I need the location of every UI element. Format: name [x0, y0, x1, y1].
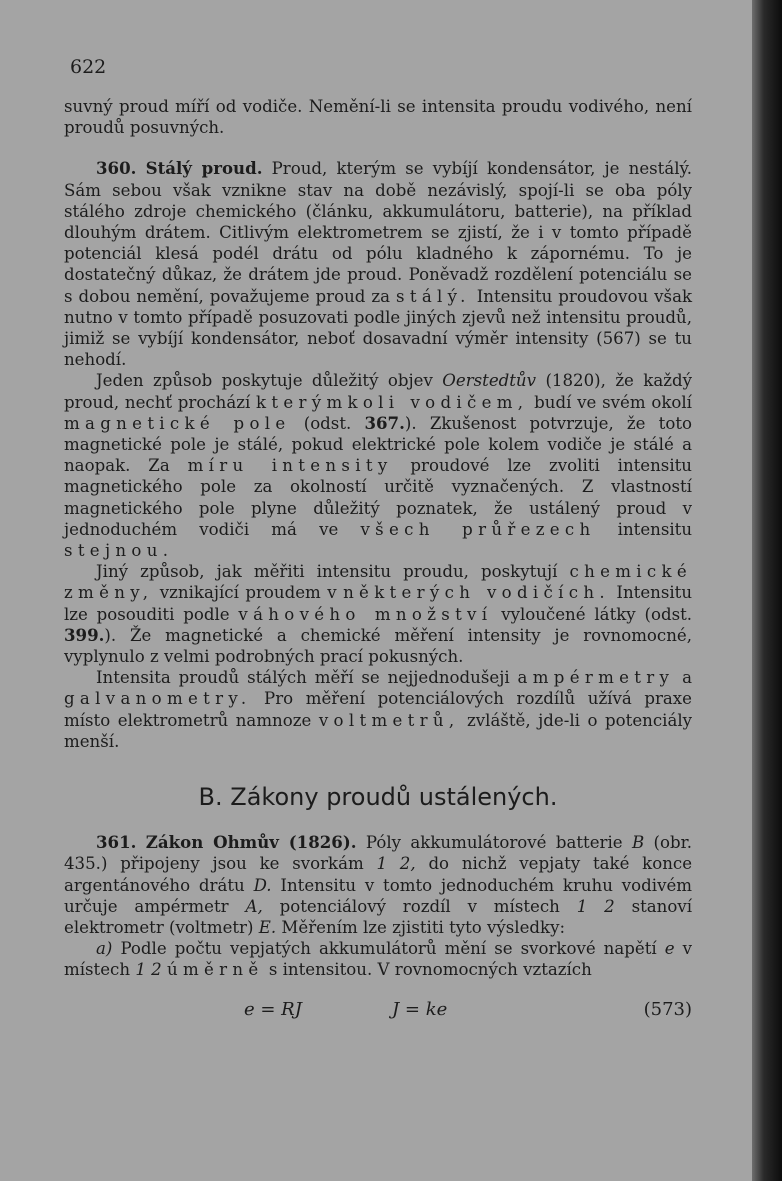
text-run: intensitu [617, 519, 693, 539]
symbol-B: B [631, 833, 645, 853]
formula-e-rj: e = RJ [244, 998, 302, 1020]
paragraph-continuation: suvný proud míří od vodiče. Nemění-li se intensita proudu vodivého, není proudů posuvných. [64, 97, 692, 138]
section-361 [64, 832, 692, 938]
text-run: stanoví elektrometr (voltmetr) [64, 896, 693, 937]
text-run: Pro měření potenciálových rozdílů užívá praxe místo elektrometrů namnoze [64, 689, 692, 730]
symbol-e: e [664, 939, 675, 959]
text-run: Podle počtu vepjatých akkumulátorů mění se svorkové napětí [120, 939, 657, 959]
text-run: Intensitu lze posouditi podle [64, 583, 693, 624]
emphasis-miru: míru intensity [187, 456, 393, 476]
text-run: v místech [64, 939, 693, 980]
text-run: Jiný způsob, jak měřiti intensitu proudu, poskytují [96, 562, 558, 582]
symbol-12: 1 2 [576, 896, 615, 916]
section-361-number: 361. [96, 832, 137, 853]
text-run: Intensita proudů stálých měří se nejjednodušeji [96, 668, 510, 688]
emphasis-nekterych: některých vodičích. [343, 583, 610, 603]
section-361-title: Zákon Ohmův (1826). [145, 832, 357, 853]
section-360 [64, 158, 692, 370]
text-run: (obr. 435.) připojeny jsou ke svorkám [64, 833, 693, 874]
page-text [64, 96, 692, 1020]
text-run: (1820), že každý proud, nechť prochází [64, 371, 692, 412]
paragraph-chemical [64, 561, 692, 667]
emphasis-volt: voltmetrů, [318, 710, 460, 730]
text-run: budí ve svém okolí [534, 392, 692, 412]
text-run: vyloučené látky (odst. [501, 604, 693, 624]
text-run: do nichž vepjaty také konce argentánového drátu [64, 854, 693, 895]
paragraph-a [64, 938, 692, 980]
paragraph-oersted [64, 370, 692, 561]
emphasis-staly: stálý. [396, 286, 471, 306]
formula-573 [64, 999, 692, 1020]
text-run: ). Zkušenost potvrzuje, že toto magnetické pole je stálé, pokud elektrické pole kolem vodiče je stálé a naopak. Za [64, 413, 693, 476]
emphasis-chem: chemické změny, [64, 562, 692, 603]
emphasis-amper: ampérmetry [517, 668, 675, 688]
emphasis-magneticke: magnetické pole [64, 413, 291, 433]
emphasis-stejnou: stejnou. [64, 541, 174, 561]
text-run: proudové lze zvoliti intensitu magnetického pole za okolností určitě vyznačených. Z vlastností magnetického pole plyne důležitý poznatek, že ustálený proud v jednoduchém vodiči má ve [64, 456, 692, 539]
book-spine [752, 0, 782, 1181]
emphasis-umerne: úměrně [166, 960, 264, 980]
formula-j-ke: J = ke [391, 998, 448, 1020]
item-label: a) [96, 939, 113, 959]
symbol-A: A, [245, 896, 263, 916]
symbol-12: 1 2, [376, 854, 416, 874]
emphasis-vahoveho: váhového množství [238, 604, 493, 624]
text-run: Intensitu v tomto jednoduchém kruhu vodivém určuje ampérmetr [64, 875, 692, 916]
text-run: zvláště, jde-li o potenciály menší. [64, 710, 693, 751]
text-run: Měřením lze zjistiti tyto výsledky: [281, 917, 566, 937]
section-heading: B. Zákony proudů ustálených. [198, 783, 558, 812]
equation-number: (573) [643, 998, 692, 1020]
symbol-E: E. [258, 917, 277, 937]
text-run: Póly akkumulátorové batterie [365, 833, 623, 853]
text-run: (odst. [303, 413, 352, 433]
text-run: ). Že magnetické a chemické měření intensity je rovnomocné, vyplynulo z velmi podrobných prací pokusných. [64, 625, 692, 667]
emphasis-galv: galvanometry. [64, 689, 252, 709]
symbol-D: D. [253, 875, 272, 895]
text-run: vznikající proudem v [159, 583, 337, 603]
paragraph-instruments [64, 667, 692, 752]
name-oersted: Oerstedtův [442, 371, 536, 391]
section-360-title: Stálý proud. [145, 158, 263, 179]
symbol-12: 1 2 [135, 960, 162, 980]
text-run: Jeden způsob poskytuje důležitý objev [96, 371, 433, 391]
emphasis-vsech: všech průřezech [360, 519, 596, 539]
text-run: potenciálový rozdíl v místech [279, 896, 560, 916]
text-run: s intensitou. V rovnomocných vztazích [268, 960, 592, 980]
section-360-number: 360. [96, 158, 137, 179]
emphasis-kterymkoli: kterýmkoli vodičem, [256, 392, 529, 412]
page-number: 622 [70, 56, 107, 78]
text-run: a [682, 668, 692, 688]
section-360-text2: Intensitu proudovou však nutno v tomto případě posuzovati podle jiných zjevů než intensitu proudů, jimiž se vybíjí kondensátor, neboť dosavadní výměr intensity (567) se tu nehodí. [64, 286, 693, 370]
ref-399: 399. [64, 624, 105, 645]
section-360-text: Proud, kterým se vybíjí kondensátor, je nestálý. Sám sebou však vznikne stav na době nezávislý, spojí-li se oba póly stálého zdroje chemického (článku, akkumulátoru, batterie), na příklad dlouhým drátem. Citlivým elektrometrem se zjistí, že i v tomto případě potenciál klesá podél drátu od pólu kladného k zápornému. To je dostatečný důkaz, že drátem jde proud. Poněvadž rozdělení potenciálu se s dobou nemění, považujeme proud za [64, 159, 692, 306]
ref-367: 367. [364, 412, 405, 433]
